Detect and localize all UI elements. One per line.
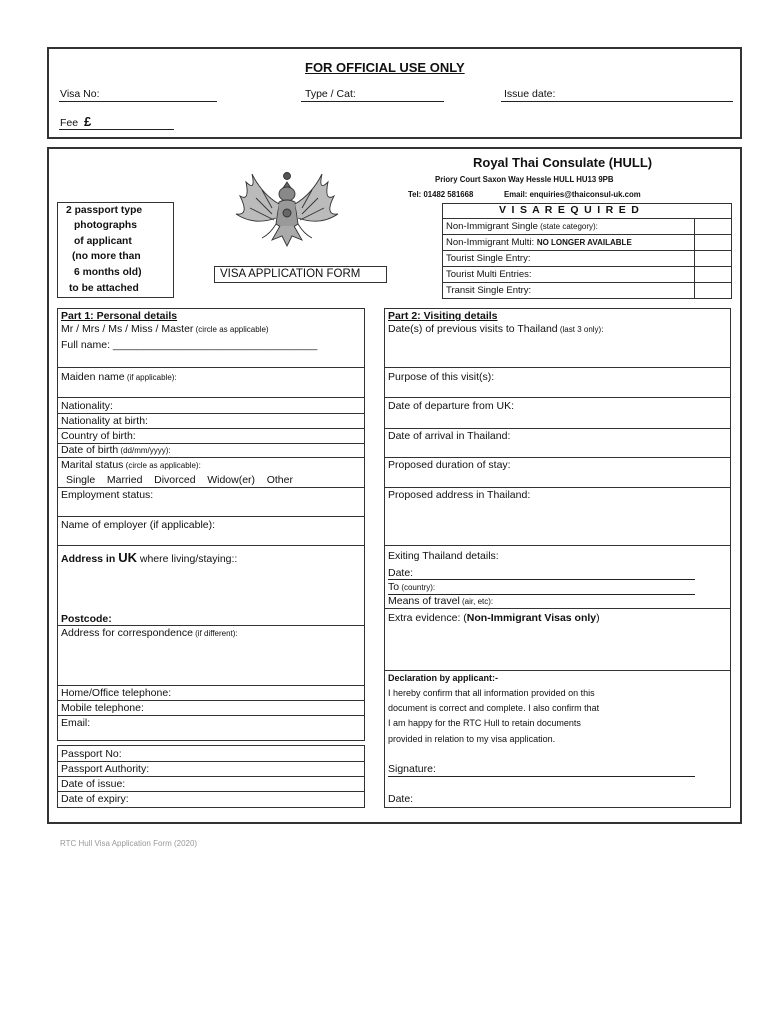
employment-status-field[interactable]: Employment status: — [61, 489, 154, 501]
declaration-date-field[interactable]: Date: — [388, 793, 414, 805]
visa-row-4-label: Tourist Multi Entries: — [446, 269, 532, 280]
type-cat-label: Type / Cat: — [305, 88, 356, 100]
visa-required-table — [442, 203, 732, 299]
official-title: FOR OFFICIAL USE ONLY — [305, 60, 465, 75]
part1-personal-details — [57, 308, 365, 741]
uk-address-field[interactable]: Address in UK where living/staying:: — [61, 550, 238, 565]
home-telephone-field[interactable]: Home/Office telephone: — [61, 687, 172, 699]
nationality-field[interactable]: Nationality: — [61, 400, 113, 412]
thailand-address-field[interactable]: Proposed address in Thailand: — [388, 489, 531, 501]
passport-authority-field[interactable]: Passport Authority: — [61, 763, 150, 775]
signature-line[interactable] — [388, 776, 695, 777]
exit-country-field[interactable]: To (country): — [388, 581, 436, 593]
garuda-emblem — [232, 168, 342, 250]
consulate-address: Priory Court Saxon Way Hessle HULL HU13 9PB — [435, 175, 614, 184]
fee-line[interactable] — [59, 129, 174, 130]
full-name-field[interactable]: Full name: ___________________________________ — [61, 339, 318, 351]
postcode-field[interactable]: Postcode: — [61, 613, 112, 625]
visa-row-3-label: Tourist Single Entry: — [446, 253, 531, 264]
visa-no-line[interactable] — [59, 101, 217, 102]
maiden-name-field[interactable]: Maiden name (if applicable): — [61, 371, 177, 383]
exiting-details-label: Exiting Thailand details: — [388, 550, 499, 562]
means-of-travel-field[interactable]: Means of travel (air, etc): — [388, 595, 494, 607]
email-field[interactable]: Email: — [61, 717, 91, 729]
passport-details — [57, 745, 365, 808]
visa-row-4-checkbox[interactable] — [695, 267, 731, 282]
photo-line-2: photographs — [74, 220, 137, 231]
pound-sign: £ — [84, 114, 92, 129]
form-title-box — [214, 266, 387, 283]
previous-visits-field[interactable]: Date(s) of previous visits to Thailand (last 3 only): — [388, 323, 604, 335]
correspondence-address-field[interactable]: Address for correspondence (if different): — [61, 627, 238, 639]
arrival-date-field[interactable]: Date of arrival in Thailand: — [388, 430, 511, 442]
country-birth-field[interactable]: Country of birth: — [61, 430, 136, 442]
type-cat-line[interactable] — [301, 101, 444, 102]
issue-date-label: Issue date: — [504, 88, 556, 100]
part1-title: Part 1: Personal details — [61, 310, 178, 322]
declaration-line-4: provided in relation to my visa application. — [388, 734, 556, 744]
visa-row-2-label: Non-Immigrant Multi: NO LONGER AVAILABLE — [446, 237, 632, 248]
visa-row-5-label: Transit Single Entry: — [446, 285, 532, 296]
visa-row-1-label: Non-Immigrant Single (state category): — [446, 221, 598, 232]
exit-date-field[interactable]: Date: — [388, 567, 414, 579]
visa-no-label: Visa No: — [60, 88, 100, 100]
fee-label: Fee £ — [60, 114, 92, 129]
date-expiry-field[interactable]: Date of expiry: — [61, 793, 129, 805]
passport-no-field[interactable]: Passport No: — [61, 748, 122, 760]
departure-date-field[interactable]: Date of departure from UK: — [388, 400, 515, 412]
photo-line-5: 6 months old) — [74, 267, 142, 278]
part2-visiting-details — [384, 308, 731, 808]
photo-line-4: (no more than — [72, 251, 141, 262]
declaration-line-3: I am happy for the RTC Hull to retain documents — [388, 718, 581, 728]
declaration-line-1: I hereby confirm that all information provided on this — [388, 688, 595, 698]
part2-title: Part 2: Visiting details — [388, 310, 498, 322]
consulate-name: Royal Thai Consulate (HULL) — [473, 155, 653, 170]
extra-evidence-field[interactable]: Extra evidence: (Non-Immigrant Visas only) — [388, 612, 600, 624]
duration-field[interactable]: Proposed duration of stay: — [388, 459, 511, 471]
title-field[interactable]: Mr / Mrs / Ms / Miss / Master (circle as applicable) — [61, 323, 269, 335]
declaration-title: Declaration by applicant:- — [388, 673, 499, 683]
visa-row-1-checkbox[interactable] — [695, 219, 731, 234]
photo-line-1: 2 passport type — [66, 205, 143, 216]
dob-field[interactable]: Date of birth (dd/mm/yyyy): — [61, 444, 171, 456]
date-issue-field[interactable]: Date of issue: — [61, 778, 126, 790]
consulate-tel: Tel: 01482 581668 — [408, 190, 474, 199]
visa-row-3-checkbox[interactable] — [695, 251, 731, 266]
employer-field[interactable]: Name of employer (if applicable): — [61, 519, 216, 531]
marital-field[interactable]: Marital status (circle as applicable): — [61, 459, 201, 471]
photo-line-3: of applicant — [74, 236, 132, 247]
visa-required-title: V I S A R E Q U I R E D — [499, 204, 641, 216]
visa-row-5-checkbox[interactable] — [695, 283, 731, 298]
marital-options[interactable]: Single Married Divorced Widow(er) Other — [66, 474, 293, 486]
mobile-telephone-field[interactable]: Mobile telephone: — [61, 702, 144, 714]
declaration-line-2: document is correct and complete. I also confirm that — [388, 703, 600, 713]
photo-line-6: to be attached — [69, 283, 139, 294]
official-use-box — [47, 47, 742, 139]
purpose-field[interactable]: Purpose of this visit(s): — [388, 371, 495, 383]
issue-date-line[interactable] — [501, 101, 733, 102]
signature-field[interactable]: Signature: — [388, 763, 436, 775]
footer-text: RTC Hull Visa Application Form (2020) — [60, 839, 198, 848]
consulate-email: Email: enquiries@thaiconsul-uk.com — [504, 190, 641, 199]
form-title: VISA APPLICATION FORM — [220, 268, 361, 280]
nationality-birth-field[interactable]: Nationality at birth: — [61, 415, 148, 427]
